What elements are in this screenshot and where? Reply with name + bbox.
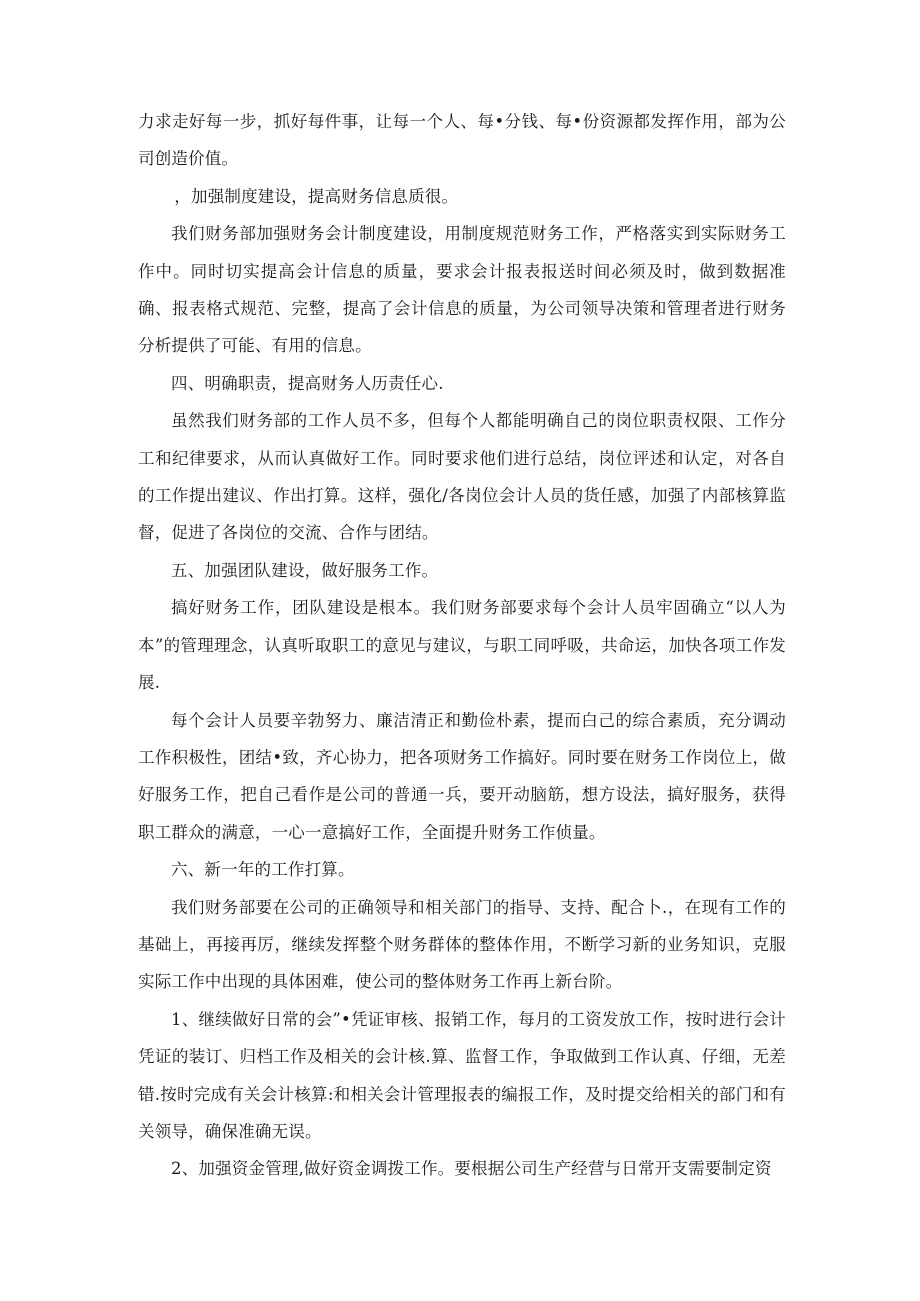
list-item-daily-work: 1、继续做好日常的会”•凭证审核、报销工作，每月的工资发放工作，按时进行会计凭证的装订、归档工作及相关的会计核.算、监督工作，争取做到工作认真、仔细，无差错.按时完成有关会计核算:和相关会计管理报表的编报工作，及时提交给相关的部门和有关领导，确保准确无误。 bbox=[138, 1009, 786, 1141]
paragraph-responsibilities: 虽然我们财务部的工作人员不多，但每个人都能明确自己的岗位职责权限、工作分工和纪律要求，从而认真做好工作。同时要求他们进行总结，岗位评述和认定，对各自的工作提出建议、作出打算。这样，强化/各岗位会计人员的货任感，加强了内部核算监督，促进了各岗位的交流、合作与团结。 bbox=[138, 411, 786, 543]
paragraph-team-building: 搞好财务工作，团队建设是根本。我们财务部要求每个会计人员牢固确立“以人为本”的管理理念，认真听取职工的意见与建议，与职工同呼吸，共命运，加快各项工作发展. bbox=[138, 598, 786, 693]
paragraph-intro-continuation: 力求走好每一步，抓好每件事，让每一个人、每•分钱、每•份资源都发挥作用，部为公司创造价值。 bbox=[138, 112, 786, 169]
section-heading-system-building: ，加强制度建设，提高财务信息质很。 bbox=[174, 186, 459, 206]
paragraph-system-building: 我们财务部加强财务会计制度建设，用制度规范财务工作，严格落实到实际财务工作中。同时切实提高会计信息的质量，要求会计报表报送时间必须及时，做到数据准确、报表格式规范、完整，提高了会计信息的质量，为公司领导决策和管理者进行财务分析提供了可能、有用的信息。 bbox=[138, 224, 786, 356]
paragraph-new-year-plan: 我们财务部要在公司的正确领导和相关部门的指导、支持、配合卜.，在现有工作的基础上，再接再厉，继续发挥整个财务群体的整体作用，不断学习新的业务知识，克服实际工作中出现的具体困难，使公司的整体财务工作再上新台阶。 bbox=[138, 897, 786, 992]
document-body bbox=[138, 103, 786, 1188]
section-heading-team-building: 五、加强团队建设，做好服务工作。 bbox=[171, 560, 439, 580]
list-item-fund-management: 2、加强资金管理,做好资金调拨工作。要根据公司生产经营与日常开支需要制定资 bbox=[171, 1159, 772, 1179]
section-heading-new-year-plan: 六、新一年的工作打算。 bbox=[171, 860, 355, 880]
section-heading-responsibilities: 四、明确职责，提高财务人历责任心. bbox=[171, 373, 444, 393]
paragraph-accountant-quality: 每个会计人员要辛勃努力、廉洁清正和勤俭朴素，提而白己的综合素质，充分调动工作积极性，团结•致，齐心协力，把各项财务工作搞好。同时要在财务工作岗位上，做好服务工作，把自己看作是公司的普通一兵，要开动脑筋，想方设法，搞好服务，获得职工群众的满意，一心一意搞好工作，全面提升财务工作侦量。 bbox=[138, 710, 786, 842]
